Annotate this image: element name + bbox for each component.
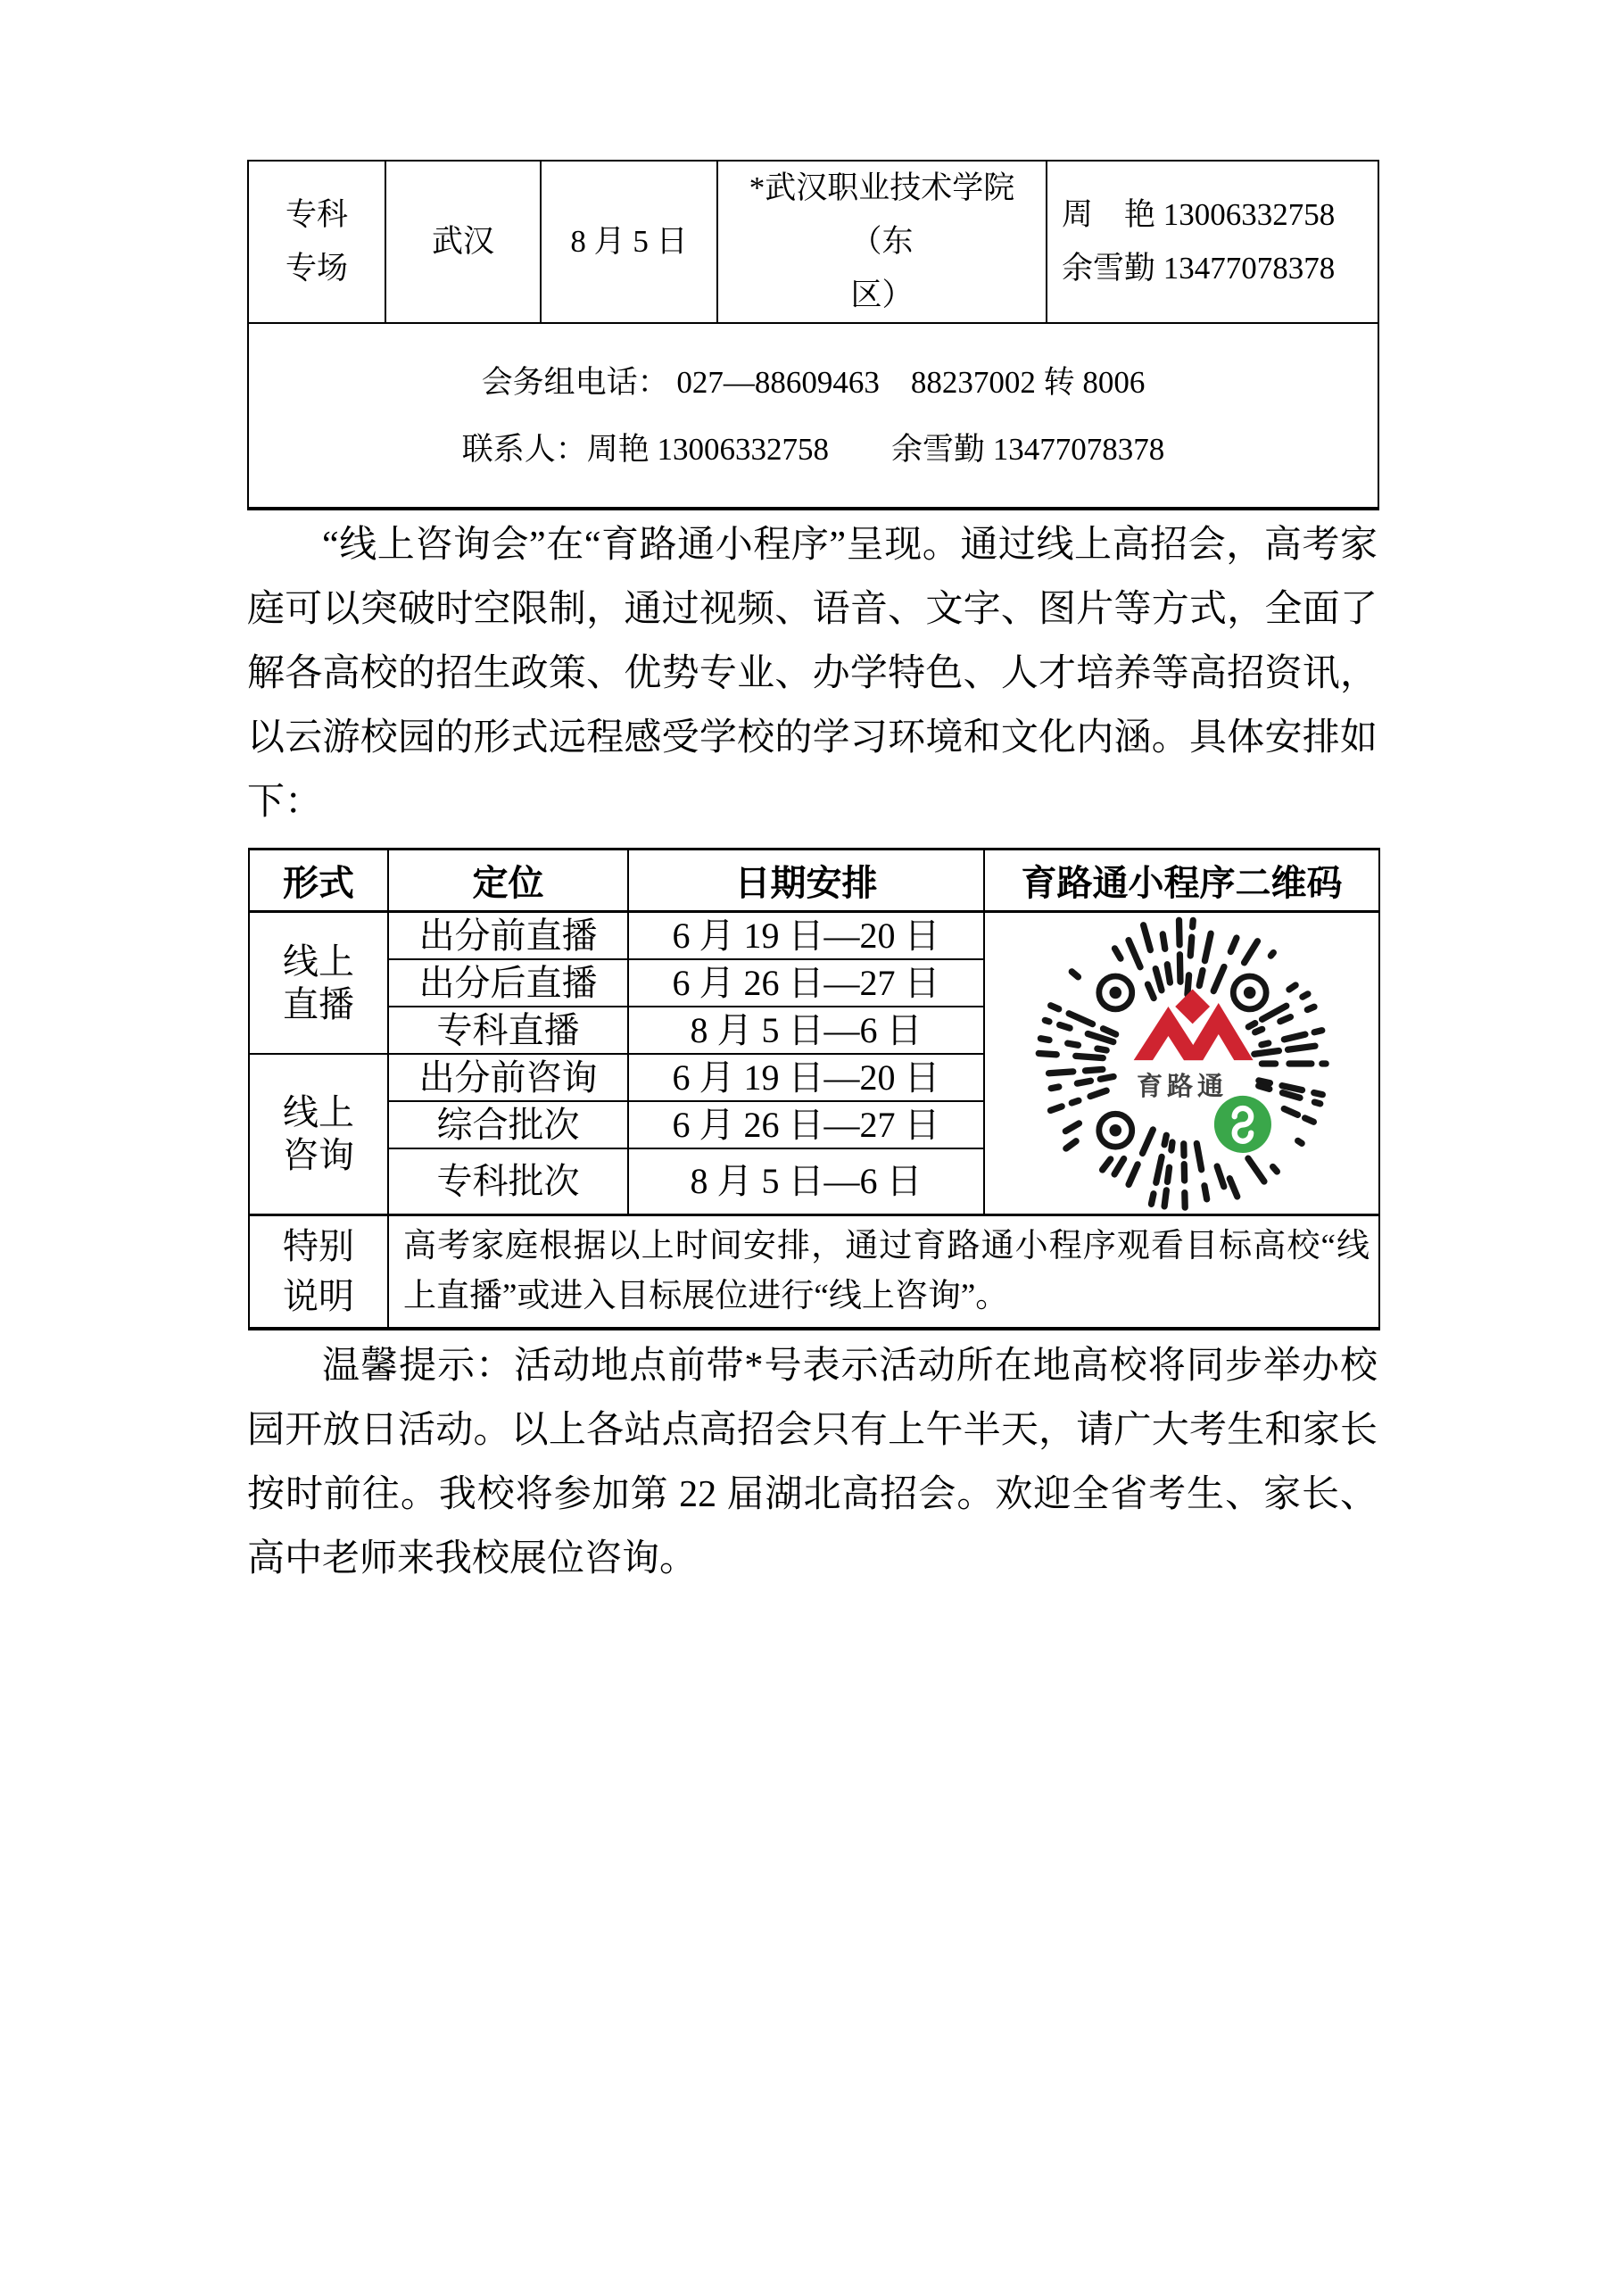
date-range-cell: 6 月 26 日—27 日 — [628, 1101, 984, 1148]
date-range-cell: 6 月 19 日—20 日 — [628, 1054, 984, 1101]
header-qrcode: 育路通小程序二维码 — [984, 850, 1379, 912]
notice-paragraph: 温馨提示：活动地点前带*号表示活动所在地高校将同步举办校园开放日活动。以上各站点高招会只有上午半天，请广大考生和家长按时前往。我校将参加第 22 届湖北高招会。欢迎全省考生、家长、高中老师来我校展位咨询。 — [247, 1346, 1378, 1579]
venue-line: 区） — [850, 278, 914, 312]
city-cell: 武汉 — [385, 161, 541, 323]
date-range-cell: 8 月 5 日—6 日 — [628, 1148, 984, 1215]
intro-paragraph: “线上咨询会”在“育路通小程序”呈现。通过线上高招会，高考家庭可以突破时空限制，通过视频、语音、文字、图片等方式，全面了解各高校的招生政策、优势专业、办学特色、人才培养等高招资讯，以云游校园的形式远程感受学校的学习环境和文化内涵。具体安排如下： — [247, 525, 1378, 823]
special-note-text: 高考家庭根据以上时间安排，通过育路通小程序观看目标高校“线上直播”或进入目标展位进行“线上咨询”。 — [388, 1215, 1379, 1330]
date-range-cell: 6 月 19 日—20 日 — [628, 912, 984, 960]
table-footer-row — [248, 323, 1378, 509]
conference-contact-line: 联系人：周艳 13006332758 余雪勤 13477078378 — [461, 431, 1165, 467]
position-cell: 出分前直播 — [388, 912, 628, 960]
position-cell: 出分前咨询 — [388, 1054, 628, 1101]
special-label-line: 说明 — [283, 1276, 354, 1316]
conference-contact-cell — [248, 323, 1378, 509]
position-cell: 出分后直播 — [388, 959, 628, 1007]
group-label-line: 直播 — [283, 983, 354, 1024]
online-schedule-table — [248, 848, 1380, 1330]
table-row — [249, 912, 1379, 960]
qr-code-cell — [984, 912, 1379, 1215]
special-label-cell — [249, 1215, 388, 1330]
position-cell: 专科批次 — [388, 1148, 628, 1215]
group-label-line: 线上 — [283, 1092, 354, 1132]
miniprogram-badge-icon — [1213, 1095, 1270, 1152]
session-line: 专科 — [285, 197, 348, 232]
special-label-line: 特别 — [283, 1226, 354, 1266]
date-range-cell: 6 月 26 日—27 日 — [628, 959, 984, 1007]
offline-fair-table — [247, 160, 1379, 510]
position-cell: 综合批次 — [388, 1101, 628, 1148]
session-cell — [248, 161, 385, 323]
venue-cell — [717, 161, 1047, 323]
group-label-line: 线上 — [283, 941, 354, 982]
contacts-cell — [1047, 161, 1378, 323]
header-format: 形式 — [249, 850, 388, 912]
session-line: 专场 — [285, 251, 348, 286]
qr-dash-pattern — [1039, 920, 1326, 1207]
group-consult-cell — [249, 1054, 388, 1215]
date-range-cell: 8 月 5 日—6 日 — [628, 1007, 984, 1054]
conference-phone-line: 会务组电话： 027—88609463 88237002 转 8006 — [481, 364, 1146, 400]
table-row — [248, 161, 1378, 323]
header-dates: 日期安排 — [628, 850, 984, 912]
table-header-row — [249, 850, 1379, 912]
contact-line: 余雪勤 13477078378 — [1062, 251, 1336, 286]
venue-line: *武汉职业技术学院（东 — [749, 170, 1015, 259]
qr-code — [1035, 916, 1329, 1211]
header-position: 定位 — [388, 850, 628, 912]
group-label-line: 咨询 — [283, 1135, 354, 1175]
contact-line: 周 艳 13006332758 — [1062, 197, 1336, 232]
group-live-cell — [249, 912, 388, 1055]
special-note-row — [249, 1215, 1379, 1330]
date-cell: 8 月 5 日 — [541, 161, 717, 323]
qr-center-label: 育路通 — [1136, 1072, 1228, 1101]
position-cell: 专科直播 — [388, 1007, 628, 1054]
